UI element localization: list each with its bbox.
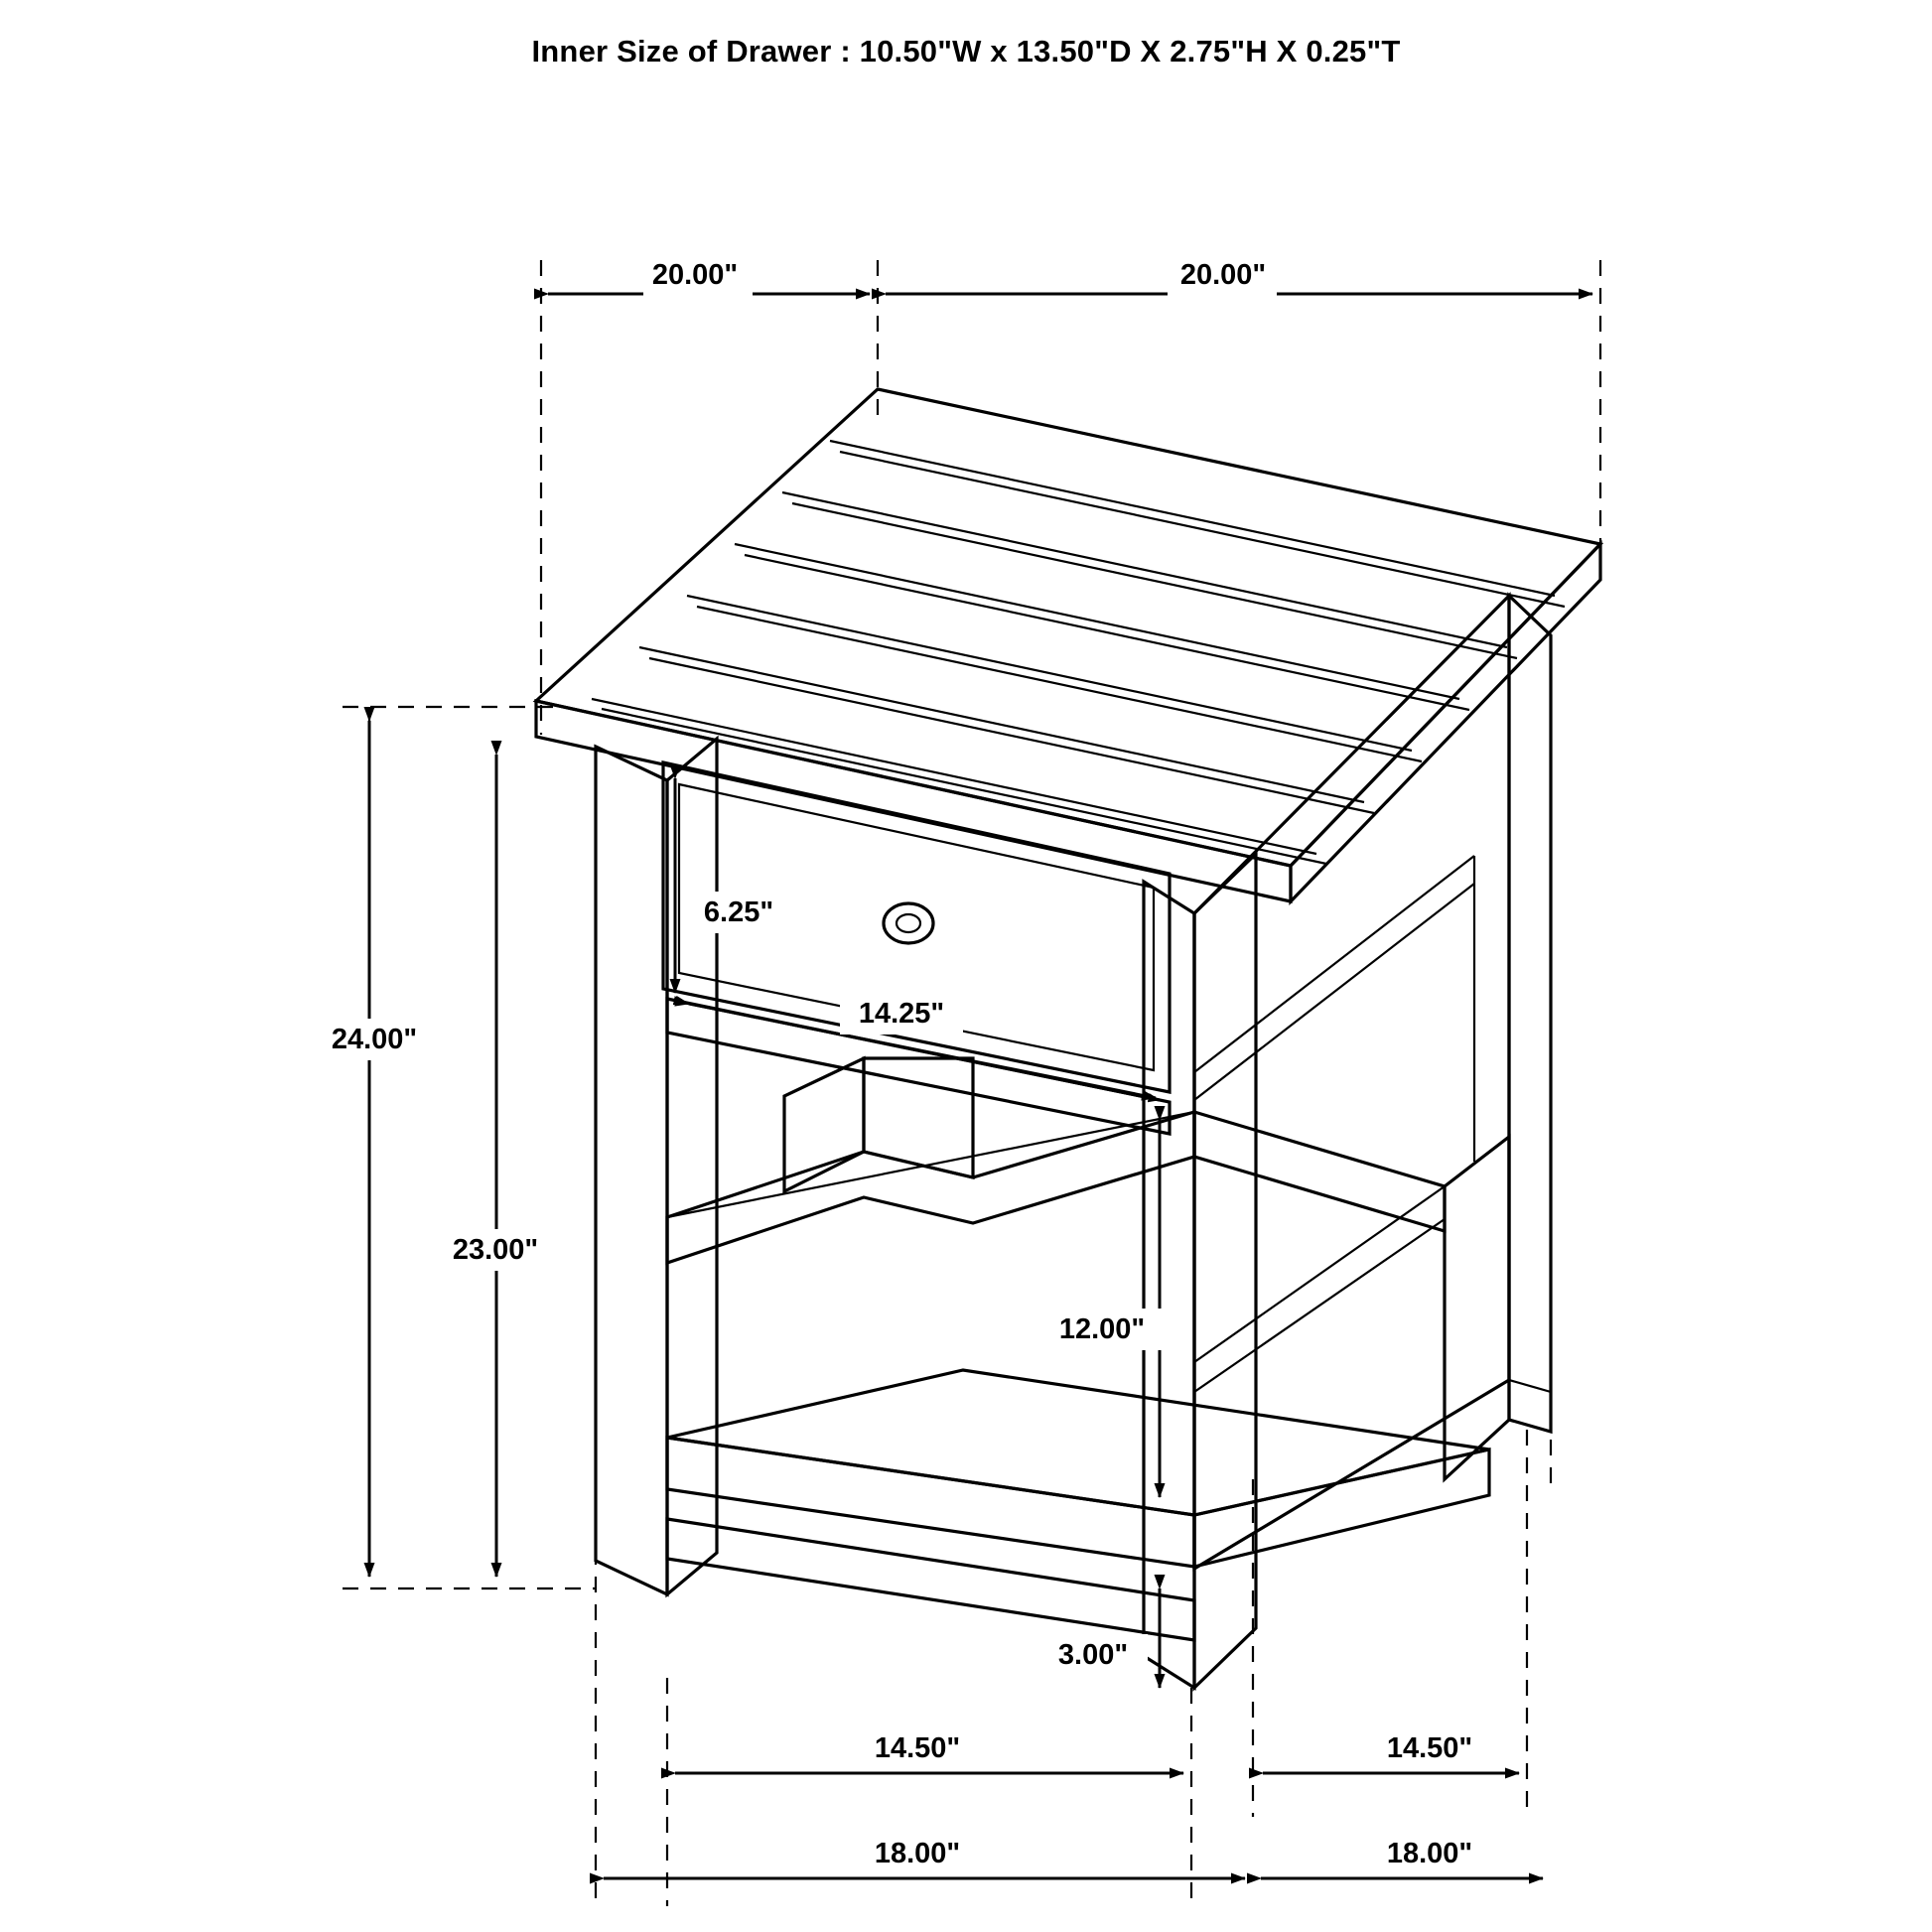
right-side-panel xyxy=(1194,596,1509,1569)
dim-shelf-clearance: 12.00" xyxy=(1058,1313,1146,1345)
dim-depth-right: 18.00" xyxy=(1386,1838,1473,1869)
dim-depth-left: 18.00" xyxy=(874,1838,961,1869)
lower-front-rail xyxy=(667,1519,1194,1640)
dim-overall-height: 24.00" xyxy=(331,1024,418,1055)
dimension-lines xyxy=(369,294,1592,1878)
front-left-leg xyxy=(596,739,717,1594)
table-illustration xyxy=(536,389,1600,1688)
dim-top-width-right: 20.00" xyxy=(1179,259,1267,291)
page-title: Inner Size of Drawer : 10.50"W x 13.50"D X 2.75"H X 0.25"T xyxy=(531,34,1401,69)
dim-drawer-width: 14.25" xyxy=(858,998,945,1030)
drawer-knob-icon xyxy=(884,903,933,943)
dim-base-width-left: 14.50" xyxy=(874,1732,961,1764)
dim-drawer-height: 6.25" xyxy=(703,897,774,928)
dim-top-width-left: 20.00" xyxy=(651,259,739,291)
dim-base-width-right: 14.50" xyxy=(1386,1732,1473,1764)
back-right-leg xyxy=(1509,596,1551,1432)
tabletop xyxy=(536,389,1600,901)
dim-leg-height: 23.00" xyxy=(452,1234,539,1266)
dim-shelf-to-floor: 3.00" xyxy=(1057,1639,1129,1671)
dimension-labels xyxy=(316,256,1491,1874)
